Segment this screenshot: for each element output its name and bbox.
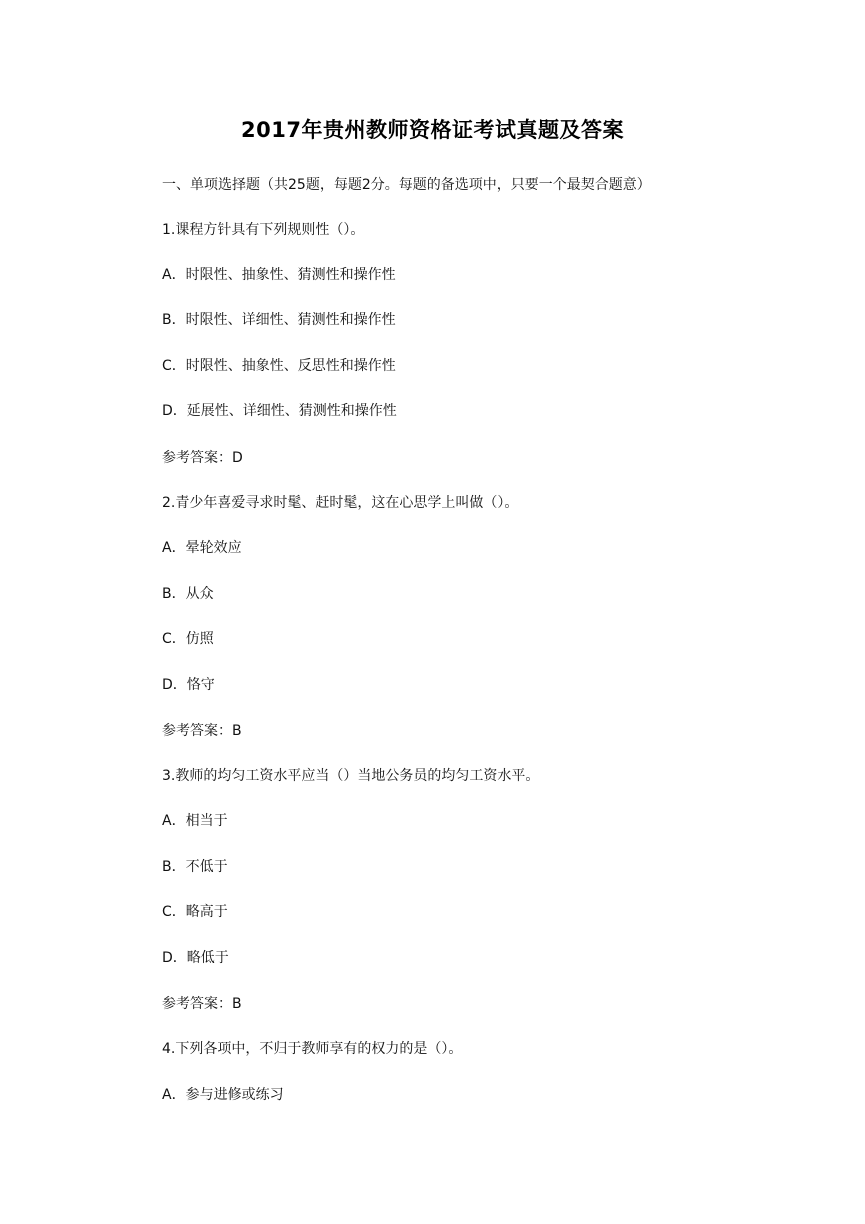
- section-heading: 一、单项选择题（共25题，每题2分。每题的备选项中，只要一个最契合题意）: [162, 177, 651, 193]
- question-2-option-a: A．晕轮效应: [162, 540, 242, 556]
- question-4-option-a: A．参与进修或练习: [162, 1087, 284, 1103]
- question-2-answer: 参考答案：B: [162, 723, 242, 739]
- question-2-option-d: D．恪守: [162, 677, 215, 693]
- question-2-stem: 2.青少年喜爱寻求时髦、赶时髦，这在心思学上叫做（）。: [162, 495, 519, 511]
- question-3-option-a: A．相当于: [162, 813, 228, 829]
- document-title: 2017年贵州教师资格证考试真题及答案: [241, 118, 624, 142]
- question-1-stem: 1.课程方针具有下列规则性（）。: [162, 222, 365, 238]
- question-1-option-d: D．延展性、详细性、猜测性和操作性: [162, 403, 397, 419]
- question-1-option-a: A．时限性、抽象性、猜测性和操作性: [162, 267, 396, 283]
- question-1-option-c: C．时限性、抽象性、反思性和操作性: [162, 358, 396, 374]
- question-3-option-b: B．不低于: [162, 859, 228, 875]
- question-1-option-b: B．时限性、详细性、猜测性和操作性: [162, 312, 396, 328]
- question-3-option-c: C．略高于: [162, 904, 228, 920]
- question-3-stem: 3.教师的均匀工资水平应当（）当地公务员的均匀工资水平。: [162, 768, 540, 784]
- question-2-option-c: C．仿照: [162, 631, 214, 647]
- question-3-answer: 参考答案：B: [162, 996, 242, 1012]
- question-1-answer: 参考答案：D: [162, 450, 243, 466]
- question-4-stem: 4.下列各项中，不归于教师享有的权力的是（）。: [162, 1041, 463, 1057]
- question-2-option-b: B．从众: [162, 586, 214, 602]
- question-3-option-d: D．略低于: [162, 950, 229, 966]
